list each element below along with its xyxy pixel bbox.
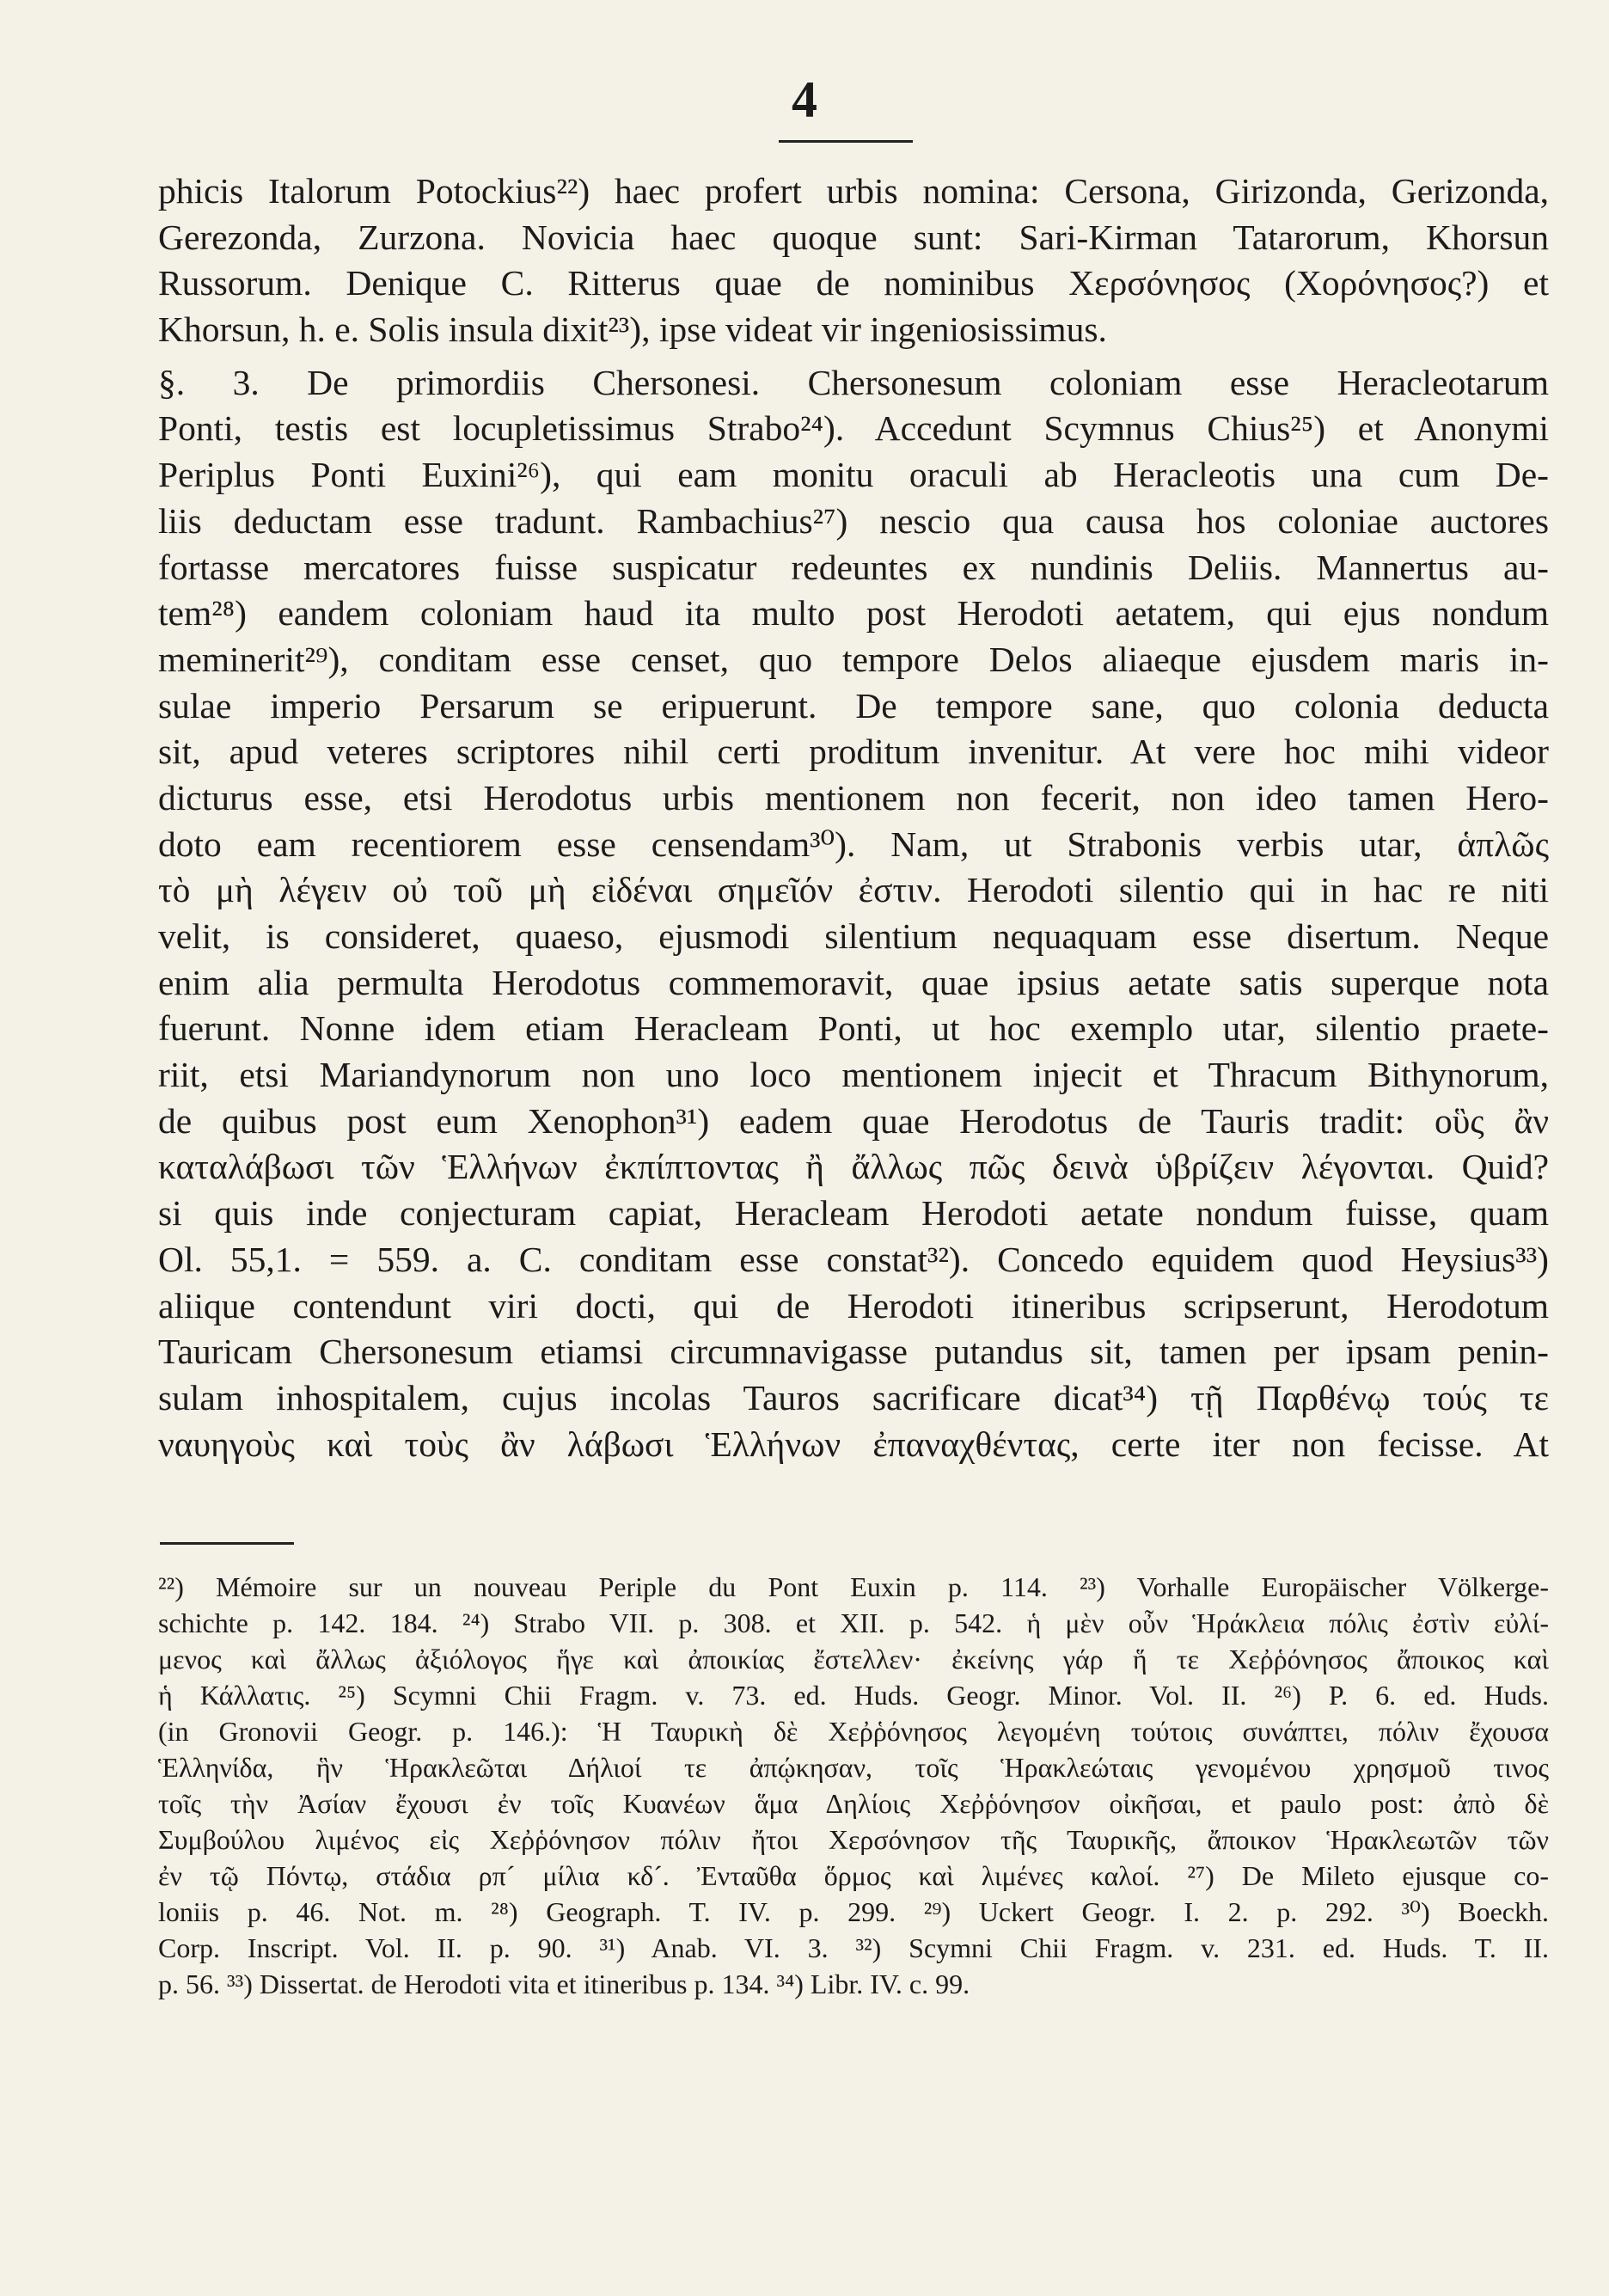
footnote-line: μενος καὶ ἄλλως ἀξιόλογος ἥγε καὶ ἀποικίας ἔστελλεν· ἐκείνης γάρ ἥ τε Χεῤῥόνησος ἄποικος καὶ xyxy=(158,1644,1549,1675)
footnotes xyxy=(158,1569,1549,2002)
body-line: enim alia permulta Herodotus commemoravit, quae ipsius aetate satis superque nota xyxy=(158,962,1549,1002)
body-line: Tauricam Chersonesum etiamsi circumnavigasse putandus sit, tamen per ipsam penin- xyxy=(158,1332,1549,1372)
body-line: doto eam recentiorem esse censendam³⁰). Nam, ut Strabonis verbis utar, ἁπλῶς xyxy=(158,823,1549,864)
body-line: meminerit²⁹), conditam esse censet, quo tempore Delos aliaeque ejusdem maris in- xyxy=(158,639,1549,679)
body-line: liis deductam esse tradunt. Rambachius²⁷) nescio qua causa hos coloniae auctores xyxy=(158,500,1549,541)
body-line: καταλάβωσι τῶν Ἑλλήνων ἐκπίπτοντας ἢ ἄλλως πῶς δεινὰ ὑβρίζειν λέγονται. Quid? xyxy=(158,1147,1549,1187)
body-line: fuerunt. Nonne idem etiam Heracleam Ponti, ut hoc exemplo utar, silentio praete- xyxy=(158,1008,1549,1049)
footnote-line: Corp. Inscript. Vol. II. p. 90. ³¹) Anab. VI. 3. ³²) Scymni Chii Fragm. v. 231. ed. Huds. T. II. xyxy=(158,1932,1549,1963)
footnote-line: τοῖς τὴν Ἀσίαν ἔχουσι ἐν τοῖς Κυανέων ἅμα Δηλίοις Χεῤῥόνησον οἰκῆσαι, et paulo post: ἀπὸ δὲ xyxy=(158,1788,1549,1819)
body-line: sit, apud veteres scriptores nihil certi proditum invenitur. At vere hoc mihi videor xyxy=(158,732,1549,772)
body-line: si quis inde conjecturam capiat, Heracleam Herodoti aetate nondum fuisse, quam xyxy=(158,1193,1549,1234)
footnote-rule xyxy=(160,1542,294,1545)
body-line: Ponti, testis est locupletissimus Strabo²⁴). Accedunt Scymnus Chius²⁵) et Anonymi xyxy=(158,408,1549,449)
body-line: ναυηγοὺς καὶ τοὺς ἂν λάβωσι Ἑλλήνων ἐπαναχθέντας, certe iter non fecisse. At xyxy=(158,1424,1549,1464)
body-line: sulam inhospitalem, cujus incolas Tauros sacrificare dicat³⁴) τῇ Παρθένῳ τούς τε xyxy=(158,1377,1549,1417)
body-line: dicturus esse, etsi Herodotus urbis mentionem non fecerit, non ideo tamen Hero- xyxy=(158,777,1549,817)
footnote-line: ἡ Κάλλατις. ²⁵) Scymni Chii Fragm. v. 73. ed. Huds. Geogr. Minor. Vol. II. ²⁶) P. 6. ed. Huds. xyxy=(158,1680,1549,1711)
footnote-line: p. 56. ³³) Dissertat. de Herodoti vita et itineribus p. 134. ³⁴) Libr. IV. c. 99. xyxy=(158,1968,970,1999)
body-line: Khorsun, h. e. Solis insula dixit²³), ipse videat vir ingeniosissimus. xyxy=(158,309,1107,350)
footnote-line: ²²) Mémoire sur un nouveau Periple du Pont Euxin p. 114. ²³) Vorhalle Europäischer Völkerge- xyxy=(158,1571,1549,1602)
body-line: Ol. 55,1. = 559. a. C. conditam esse constat³²). Concedo equidem quod Heysius³³) xyxy=(158,1239,1549,1279)
section-heading-line: §. 3. De primordiis Chersonesi. Chersonesum coloniam esse Heracleotarum xyxy=(158,362,1549,402)
body-line: velit, is consideret, quaeso, ejusmodi silentium nequaquam esse disertum. Neque xyxy=(158,916,1549,956)
body-line: τὸ μὴ λέγειν οὐ τοῦ μὴ εἰδέναι σημεῖόν ἐστιν. Herodoti silentio qui in hac re niti xyxy=(158,870,1549,910)
body-line: sulae imperio Persarum se eripuerunt. De tempore sane, quo colonia deducta xyxy=(158,685,1549,726)
body-line: fortasse mercatores fuisse suspicatur redeuntes ex nundinis Deliis. Mannertus au- xyxy=(158,547,1549,587)
body-line: tem²⁸) eandem coloniam haud ita multo post Herodoti aetatem, qui ejus nondum xyxy=(158,593,1549,634)
body-line: phicis Italorum Potockius²²) haec profert urbis nomina: Cersona, Girizonda, Gerizonda, xyxy=(158,171,1549,211)
body-line: Gerezonda, Zurzona. Novicia haec quoque sunt: Sari-Kirman Tatarorum, Khorsun xyxy=(158,217,1549,257)
footnote-line: loniis p. 46. Not. m. ²⁸) Geograph. T. IV. p. 299. ²⁹) Uckert Geogr. I. 2. p. 292. ³⁰) Boeckh. xyxy=(158,1896,1549,1927)
body-line: aliique contendunt viri docti, qui de Herodoti itineribus scripserunt, Herodotum xyxy=(158,1285,1549,1326)
footnote-line: schichte p. 142. 184. ²⁴) Strabo VII. p. 308. et XII. p. 542. ἡ μὲν οὖν Ἡράκλεια πόλις ἐστὶν εὐλί- xyxy=(158,1607,1549,1638)
body-line: Russorum. Denique C. Ritterus quae de nominibus Χερσόνησος (Χορόνησος?) et xyxy=(158,263,1549,303)
body-line: riit, etsi Mariandynorum non uno loco mentionem injecit et Thracum Bithynorum, xyxy=(158,1055,1549,1095)
body-line: Periplus Ponti Euxini²⁶), qui eam monitu oraculi ab Heracleotis una cum De- xyxy=(158,455,1549,495)
footnote-line: ἐν τῷ Πόντῳ, στάδια ρπ´ μίλια κδ´. Ἐνταῦθα ὅρμος καὶ λιμένες καλοί. ²⁷) De Mileto ejusque co- xyxy=(158,1860,1549,1891)
body-text xyxy=(158,168,1549,1467)
body-line: de quibus post eum Xenophon³¹) eadem quae Herodotus de Tauris tradit: οὓς ἂν xyxy=(158,1100,1549,1141)
page-number: 4 xyxy=(792,71,817,128)
page-number-rule xyxy=(779,140,913,143)
footnote-line: Ἑλληνίδα, ἣν Ἡρακλεῶται Δήλιοί τε ἀπῴκησαν, τοῖς Ἡρακλεώταις γενομένου χρησμοῦ τινος xyxy=(158,1752,1549,1783)
footnote-line: Συμβούλου λιμένος εἰς Χεῤῥόνησον πόλιν ἤτοι Χερσόνησον τῆς Ταυρικῆς, ἄποικον Ἡρακλεωτῶν τῶν xyxy=(158,1824,1549,1855)
footnote-line: (in Gronovii Geogr. p. 146.): Ἡ Ταυρικὴ δὲ Χεῤῥόνησος λεγομένη τούτοις συνάπτει, πόλιν ἔχουσα xyxy=(158,1716,1549,1747)
